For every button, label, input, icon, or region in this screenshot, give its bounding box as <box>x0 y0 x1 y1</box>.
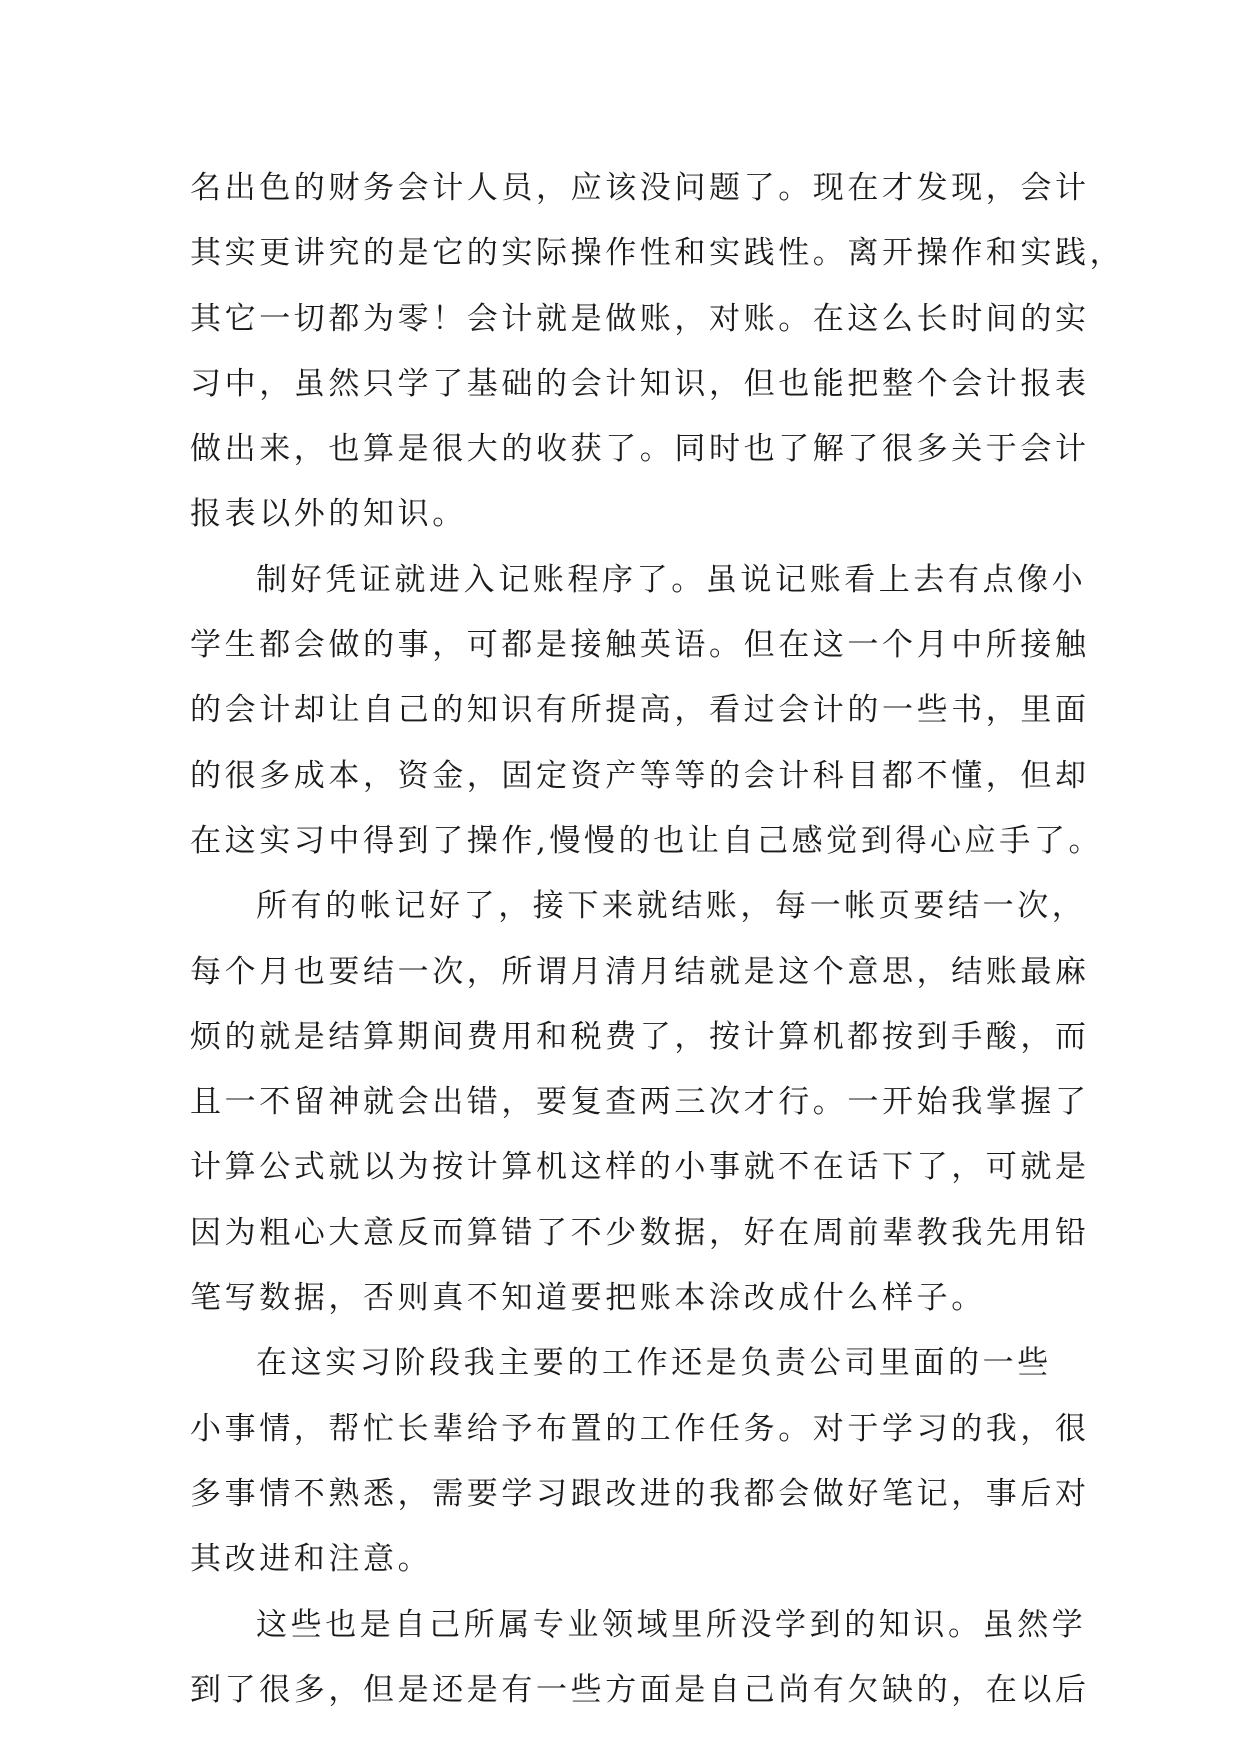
text-line: 的会计却让自己的知识有所提高，看过会计的一些书，里面 <box>190 692 1090 729</box>
text-line: 因为粗心大意反而算错了不少数据，好在周前辈教我先用铅 <box>190 1214 1090 1251</box>
paragraph-5 <box>190 1593 1120 1724</box>
text-line: 多事情不熟悉，需要学习跟改进的我都会做好笔记，事后对 <box>190 1475 1090 1512</box>
text-line: 计算公式就以为按计算机这样的小事就不在话下了，可就是 <box>190 1149 1090 1186</box>
text-line: 在这实习阶段我主要的工作还是负责公司里面的一些 <box>256 1345 1052 1382</box>
text-line: 且一不留神就会出错，要复查两三次才行。一开始我掌握了 <box>190 1084 1090 1121</box>
text-line: 在这实习中得到了操作,慢慢的也让自己感觉到得心应手了。 <box>190 822 1104 859</box>
text-line: 其改进和注意。 <box>190 1541 433 1578</box>
paragraph-1 <box>190 156 1125 548</box>
text-line: 其它一切都为零！会计就是做账，对账。在这么长时间的实 <box>190 300 1090 337</box>
text-line: 的很多成本，资金，固定资产等等的会计科目都不懂，但却 <box>190 757 1090 794</box>
text-line: 所有的帐记好了，接下来就结账，每一帐页要结一次， <box>256 888 1087 925</box>
paragraph-3 <box>190 874 1120 1331</box>
text-line: 小事情，帮忙长辈给予布置的工作任务。对于学习的我，很 <box>190 1410 1090 1447</box>
text-line: 名出色的财务会计人员，应该没问题了。现在才发现，会计 <box>190 170 1090 206</box>
text-line: 笔写数据，否则真不知道要把账本涂改成什么样子。 <box>190 1280 986 1317</box>
text-line: 每个月也要结一次，所谓月清月结就是这个意思，结账最麻 <box>190 953 1090 990</box>
text-line: 习中，虽然只学了基础的会计知识，但也能把整个会计报表 <box>190 365 1090 402</box>
text-line: 到了很多，但是还是有一些方面是自己尚有欠缺的，在以后 <box>190 1671 1090 1708</box>
body-text <box>190 156 1125 1723</box>
text-line: 其实更讲究的是它的实际操作性和实践性。离开操作和实践， <box>190 235 1125 272</box>
text-line: 学生都会做的事，可都是接触英语。但在这一个月中所接触 <box>190 627 1090 664</box>
paragraph-4 <box>190 1331 1120 1592</box>
text-line: 制好凭证就进入记账程序了。虽说记账看上去有点像小 <box>256 561 1087 598</box>
text-line: 报表以外的知识。 <box>190 496 467 533</box>
paragraph-2 <box>190 548 1120 874</box>
text-line: 烦的就是结算期间费用和税费了，按计算机都按到手酸，而 <box>190 1018 1090 1055</box>
text-line: 这些也是自己所属专业领域里所没学到的知识。虽然学 <box>256 1606 1087 1643</box>
text-line: 做出来，也算是很大的收获了。同时也了解了很多关于会计 <box>190 431 1090 468</box>
